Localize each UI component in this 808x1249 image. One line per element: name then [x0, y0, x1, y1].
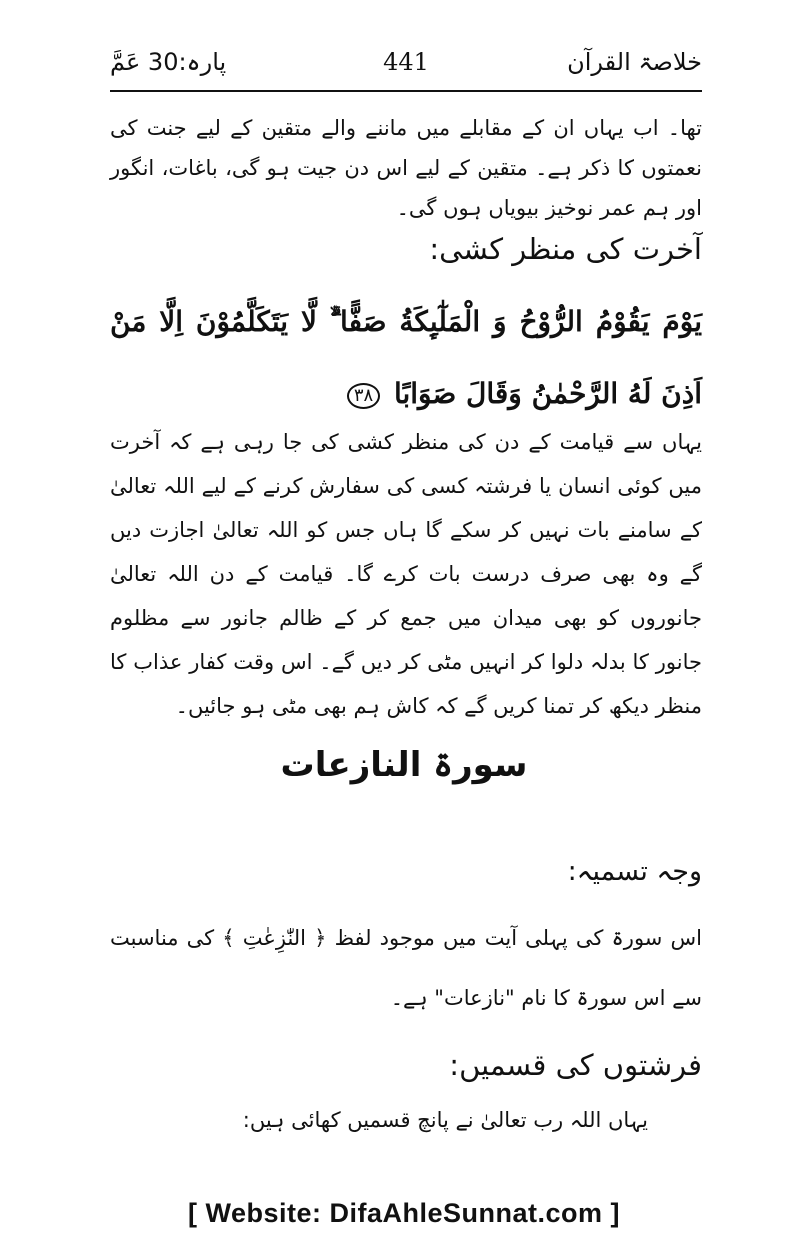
page-number: 441 — [383, 48, 429, 76]
header-divider — [110, 90, 702, 92]
intro-paragraph: تھا۔ اب یہاں ان کے مقابلے میں ماننے والے متقین کے لیے جنت کی نعمتوں کا ذکر ہے۔ متقین کے لیے اس دن جیت ہو گی، باغات، انگور اور ہم عمر نوخیز بیویاں ہوں گی۔ — [110, 116, 702, 220]
ayah-number-marker: ۳۸ — [347, 383, 380, 409]
heading-akhirat: آخرت کی منظر کشی: — [429, 232, 702, 266]
explanation-paragraph: یہاں سے قیامت کے دن کی منظر کشی کی جا رہی ہے کہ آخرت میں کوئی انسان یا فرشتہ کسی کی سفارش کرنے کے لیے اللہ تعالیٰ کے سامنے بات نہیں کر سکے گا ہاں جس کو اللہ تعالیٰ اجازت دیں گے وہ بھی صرف درست بات کرے گا۔ قیامت کے دن اللہ تعالیٰ جانوروں کو بھی میدان میں جمع کر کے ظالم جانور سے مظلوم جانور کا بدلہ دلوا کر انہیں مٹی کر دیں گے۔ اس وقت کفار عذاب کا منظر دیکھ کر تمنا کریں گے کہ کاش ہم بھی مٹی ہو جائیں۔ — [110, 430, 702, 718]
wajh-paragraph: اس سورۃ کی پہلی آیت میں موجود لفظ ﴿ النّٰزِعٰتِ ﴾ کی مناسبت سے اس سورۃ کا نام "نازعات" ہے۔ — [110, 926, 702, 1010]
para-label: پارہ:30 عَمَّ — [110, 48, 227, 76]
website-footer: [ Website: DifaAhleSunnat.com ] — [187, 1198, 621, 1228]
heading-farishto: فرشتوں کی قسمیں: — [449, 1048, 702, 1082]
farishto-intro-line: یہاں اللہ رب تعالیٰ نے پانچ قسمیں کھائی ہیں: — [242, 1108, 648, 1132]
surah-title: سورۃ النازعات — [280, 745, 528, 785]
book-title: خلاصۃ القرآن — [567, 48, 702, 76]
ayah-text: يَوْمَ يَقُوْمُ الرُّوْحُ وَ الْمَلٰٓىِٕكَةُ صَفًّا ۙۗ لَّا يَتَكَلَّمُوْنَ اِلَّا مَنْ اَذِنَ لَهُ الرَّحْمٰنُ وَقَالَ صَوَابًا — [110, 305, 702, 410]
quran-ayah — [110, 286, 702, 430]
page-header — [110, 40, 702, 88]
heading-wajh-tasmiya: وجہ تسمیہ: — [567, 856, 702, 887]
